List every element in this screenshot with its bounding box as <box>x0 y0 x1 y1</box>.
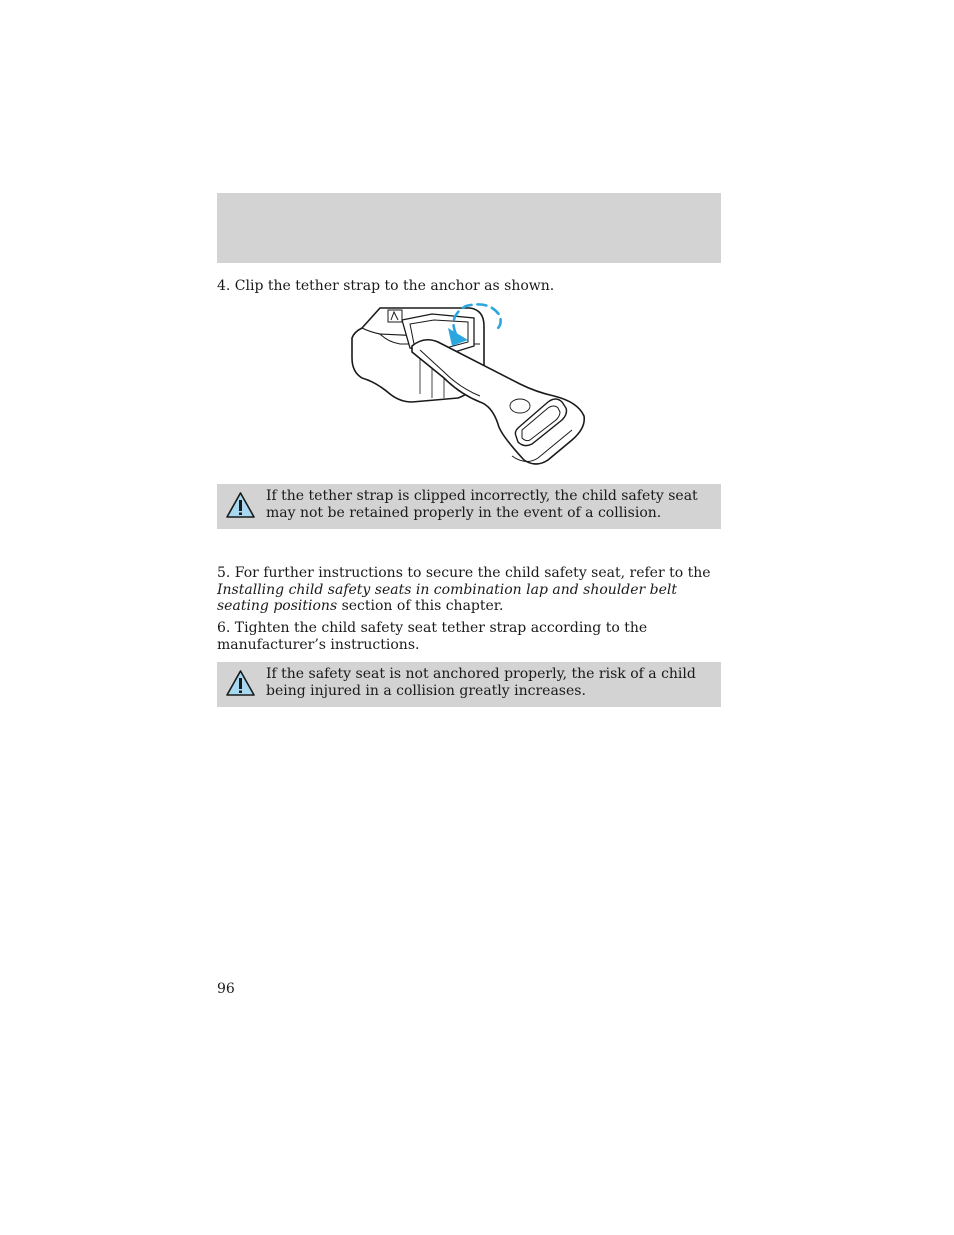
step-5-suffix: section of this chapter. <box>337 598 504 614</box>
warning-box-2 <box>217 662 721 707</box>
page-number: 96 <box>217 981 235 997</box>
step-4-text: 4. Clip the tether strap to the anchor as shown. <box>217 278 555 294</box>
warning-text-1: If the tether strap is clipped incorrectly, the child safety seat may not be retained properly in the event of a collision. <box>266 488 698 521</box>
step-5-prefix: 5. For further instructions to secure the child safety seat, refer to the <box>217 565 711 581</box>
step-5-text <box>217 565 721 615</box>
step-6-text: 6. Tighten the child safety seat tether strap according to the manufacturer’s instructions. <box>217 620 648 653</box>
step-5-section-reference: Installing child safety seats in combination lap and shoulder belt seating positions <box>217 581 678 614</box>
warning-text-2: If the safety seat is not anchored properly, the risk of a child being injured in a collision greatly increases. <box>266 666 696 699</box>
tether-anchor-illustration <box>340 298 600 470</box>
warning-box-1 <box>217 484 721 529</box>
header-band <box>217 193 721 263</box>
warning-triangle-icon <box>225 491 256 519</box>
warning-triangle-icon <box>225 669 256 697</box>
